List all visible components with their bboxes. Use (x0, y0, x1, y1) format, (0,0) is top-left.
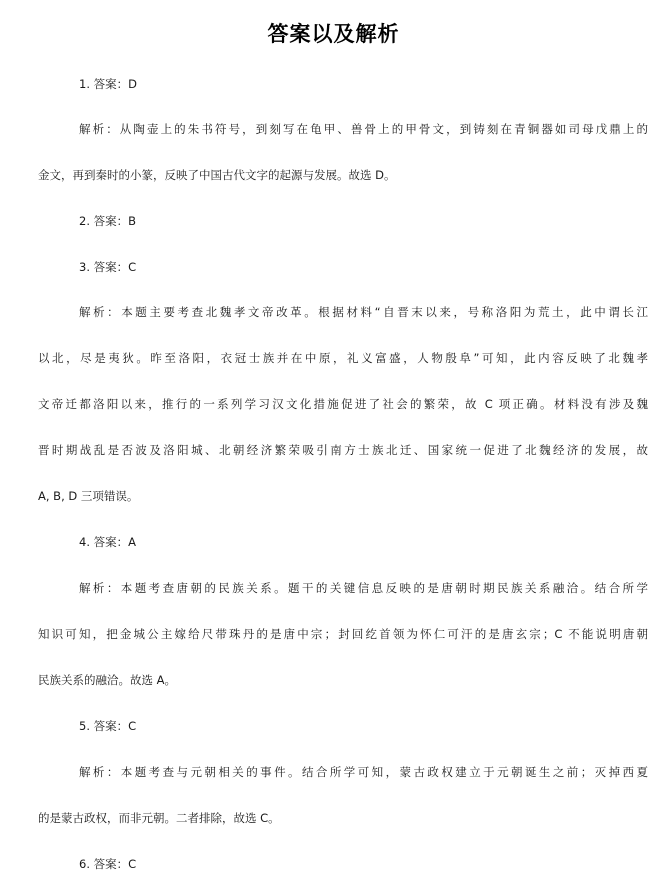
analysis-4-line-3: 民族关系的融洽。故选 A。 (38, 673, 177, 687)
answer-2: 2. 答案：B (79, 214, 137, 228)
analysis-3-line-1: 解析：本题主要考查北魏孝文帝改革。根据材料“自晋末以来，号称洛阳为荒土，此中谓长江 (79, 305, 648, 319)
analysis-1-line-1: 解析：从陶壶上的朱书符号，到刻写在龟甲、兽骨上的甲骨文，到铸刻在青铜器如司母戊鼎上的 (79, 122, 648, 136)
answer-3: 3. 答案：C (79, 260, 137, 274)
page-title: 答案以及解析 (267, 21, 400, 46)
answer-4: 4. 答案：A (79, 535, 136, 549)
answer-5: 5. 答案：C (79, 719, 137, 733)
analysis-1-line-2: 金文，再到秦时的小篆，反映了中国古代文字的起源与发展。故选 D。 (38, 168, 396, 182)
analysis-3-line-4: 晋时期战乱是否波及洛阳城、北朝经济繁荣吸引南方士族北迁、国家统一促进了北魏经济的发展，故 (38, 443, 648, 457)
analysis-3-line-2: 以北，尽是夷狄。昨至洛阳，衣冠士族并在中原，礼义富盛，人物殷阜”可知，此内容反映了北魏孝 (38, 351, 648, 365)
analysis-4-line-1: 解析：本题考查唐朝的民族关系。题干的关键信息反映的是唐朝时期民族关系融洽。结合所学 (79, 581, 648, 595)
answer-1: 1. 答案：D (79, 77, 137, 91)
analysis-5-line-2: 的是蒙古政权，而非元朝。二者排除，故选 C。 (38, 811, 280, 825)
analysis-4-line-2: 知识可知，把金城公主嫁给尺带珠丹的是唐中宗；封回纥首领为怀仁可汗的是唐玄宗；C 不能说明唐朝 (38, 627, 648, 641)
analysis-3-line-3: 文帝迁都洛阳以来，推行的一系列学习汉文化措施促进了社会的繁荣，故 C 项正确。材料没有涉及魏 (38, 397, 648, 411)
answer-6: 6. 答案：C (79, 857, 137, 871)
analysis-3-line-5: A, B, D 三项错误。 (38, 489, 139, 503)
analysis-5-line-1: 解析：本题考查与元朝相关的事件。结合所学可知，蒙古政权建立于元朝诞生之前；灭掉西夏 (79, 765, 648, 779)
